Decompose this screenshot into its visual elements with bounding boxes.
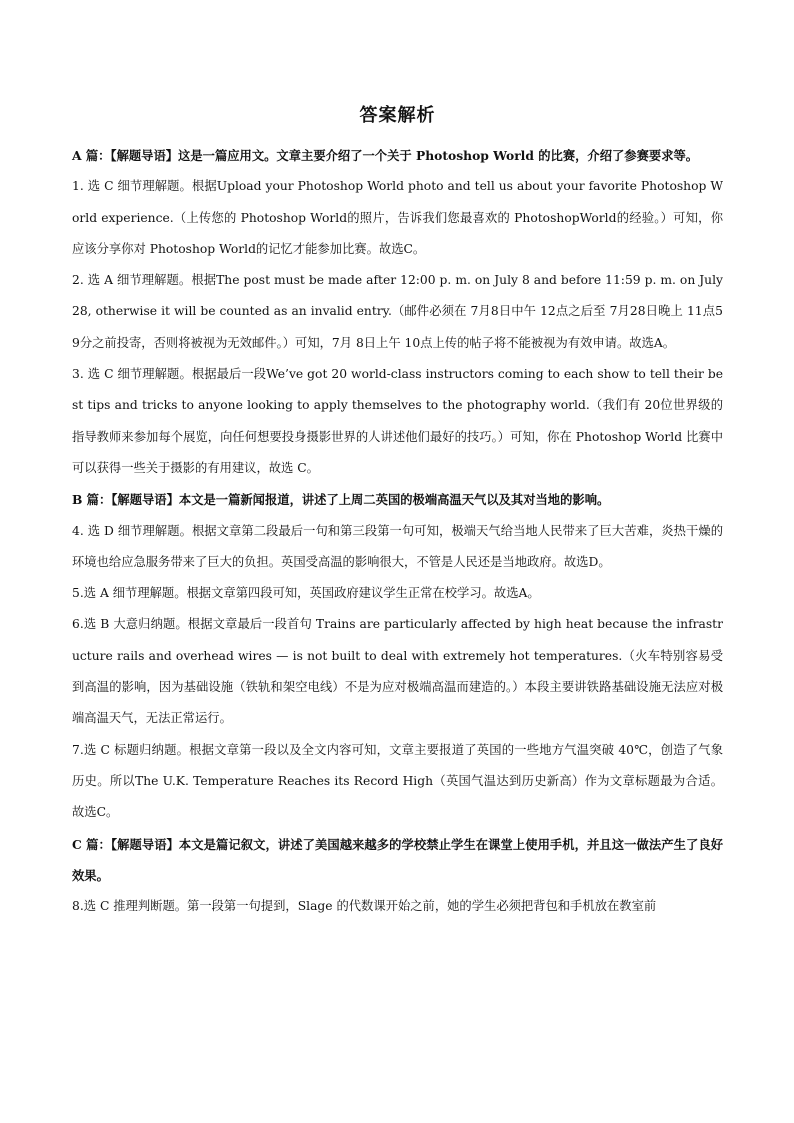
page-title: 答案解析 [359,105,436,126]
section-c-intro: C 篇：【解题导语】本文是篇记叙文，讲述了美国越来越多的学校禁止学生在课堂上使用手机，并且这一做法产生了良好效果。 [72,836,723,883]
section-b-intro: B 篇：【解题导语】本文是一篇新闻报道，讲述了上周二英国的极端高温天气以及其对当地的影响。 [72,492,610,508]
answer-document [72,104,723,922]
answer-item-5: 5.选 A 细节理解题。根据文章第四段可知，英国政府建议学生正常在校学习。故选A。 [72,586,540,601]
answer-item-7: 7.选 C 标题归纳题。根据文章第一段以及全文内容可知，文章主要报道了英国的一些地方气温突破 40℃，创造了气象历史。所以The U.K. Temperature Reaches its Record High（英国气温达到历史新高）作为文章标题最为合适。故选C。 [72,742,723,820]
answer-item-2: 2. 选 A 细节理解题。根据The post must be made after 12:00 p. m. on July 8 and before 11:59 p. m. on July 28, otherwise it will be counted as an invalid entry.（邮件必须在 7月8日中午 12点之后至 7月28日晚上 11点59分之前投寄，否则将被视为无效邮件。）可知，7月 8日上午 10点上传的帖子将不能被视为有效申请。故选A。 [72,273,723,350]
answer-item-3: 3. 选 C 细节理解题。根据最后一段We’ve got 20 world-class instructors coming to each show to tell their best tips and tricks to anyone looking to apply themselves to the photography world.（我们有 20位世界级的指导教师来参加每个展览，向任何想要投身摄影世界的人讲述他们最好的技巧。）可知，你在 Photoshop World 比赛中可以获得一些关于摄影的有用建议，故选 C。 [72,367,723,475]
answer-item-6: 6.选 B 大意归纳题。根据文章最后一段首句 Trains are particularly affected by high heat because the infrastructure rails and overhead wires — is not built to deal with extremely hot temperatures.（火车特别容易受到高温的影响，因为基础设施（铁轨和架空电线）不是为应对极端高温而建造的。）本段主要讲铁路基础设施无法应对极端高温天气，无法正常运行。 [72,617,723,726]
section-a-intro: A 篇：【解题导语】这是一篇应用文。文章主要介绍了一个关于 Photoshop World 的比赛，介绍了参赛要求等。 [72,148,699,163]
answer-item-4: 4. 选 D 细节理解题。根据文章第二段最后一句和第三段第一句可知，极端天气给当地人民带来了巨大苦难，炎热干燥的环境也给应急服务带来了巨大的负担。英国受高温的影响很大，不管是人民还是当地政府。故选D。 [72,523,723,569]
answer-item-8: 8.选 C 推理判断题。第一段第一句提到，Slage 的代数课开始之前，她的学生必须把背包和手机放在教室前 [72,899,657,914]
answer-item-1: 1. 选 C 细节理解题。根据Upload your Photoshop World photo and tell us about your favorite Photoshop World experience.（上传您的 Photoshop World的照片，告诉我们您最喜欢的 PhotoshopWorld的经验。）可知，你应该分享你对 Photoshop World的记忆才能参加比赛。故选C。 [72,179,723,256]
